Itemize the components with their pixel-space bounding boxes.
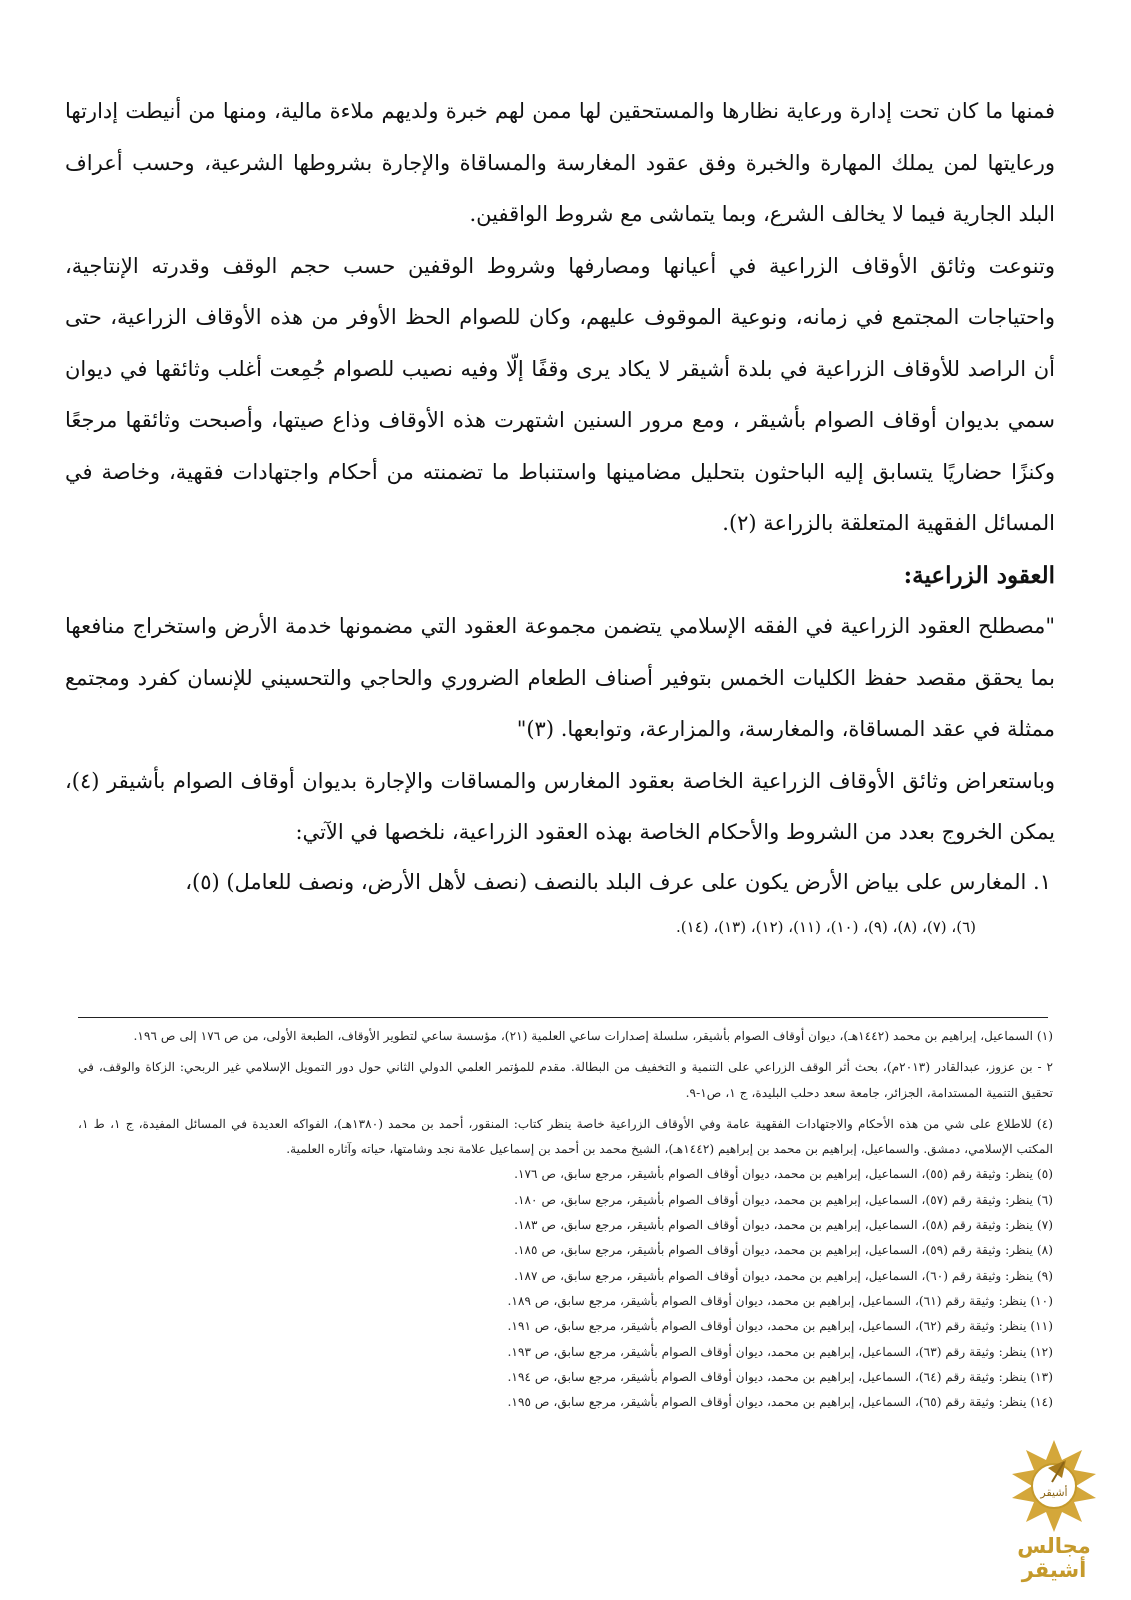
footnote: (٧) ينظر: وثيقة رقم (٥٨)، السماعيل، إبراهيم بن محمد، ديوان أوقاف الصوام بأشيقر، مرجع سابق، ص ١٨٣. (514, 1218, 1053, 1233)
footnote: (١٢) ينظر: وثيقة رقم (٦٣)، السماعيل، إبراهيم بن محمد، ديوان أوقاف الصوام بأشيقر، مرجع سابق، ص ١٩٣. (507, 1344, 1053, 1359)
list-item: ١. المغارس على بياض الأرض يكون على عرف البلد بالنصف (نصف لأهل الأرض، ونصف للعامل) (٥)، (185, 870, 1051, 894)
footnote: (١١) ينظر: وثيقة رقم (٦٢)، السماعيل، إبراهيم بن محمد، ديوان أوقاف الصوام بأشيقر، مرجع سابق، ص ١٩١. (507, 1319, 1053, 1334)
list-item-references: (٦)، (٧)، (٨)، (٩)، (١٠)، (١١)، (١٢)، (١٣)، (١٤). (676, 918, 976, 936)
numbered-list (91, 858, 1051, 906)
footnote: (١٤) ينظر: وثيقة رقم (٦٥)، السماعيل، إبراهيم بن محمد، ديوان أوقاف الصوام بأشيقر، مرجع سابق، ص ١٩٥. (507, 1395, 1053, 1410)
footnote: ٢ - بن عزوز، عبدالقادر (٢٠١٣م)، بحث أثر الوقف الزراعي على التنمية و التخفيف من البطالة. مقدم للمؤتمر العلمي الدولي الثاني حول دور التمويل الإسلامي غير الربحي: الزكاة والوقف، في تحقيق التنمية المستدامة، الجزائر، جامعة سعد دحلب البليدة، ج ١، ص١-٩. (78, 1060, 1053, 1100)
paragraph: وباستعراض وثائق الأوقاف الزراعية الخاصة بعقود المغارس والمساقات والإجارة بديوان أوقاف الصوام بأشيقر (٤)، يمكن الخروج بعدد من الشروط والأحكام الخاصة بهذه العقود الزراعية، نلخصها في الآتي: (65, 768, 1055, 844)
body-text (65, 86, 1055, 859)
footnote: (٥) ينظر: وثيقة رقم (٥٥)، السماعيل، إبراهيم بن محمد، ديوان أوقاف الصوام بأشيقر، مرجع سابق، ص ١٧٦. (514, 1167, 1053, 1182)
footnote: (٩) ينظر: وثيقة رقم (٦٠)، السماعيل، إبراهيم بن محمد، ديوان أوقاف الصوام بأشيقر، مرجع سابق، ص ١٨٧. (514, 1268, 1053, 1283)
footnote: (١٠) ينظر: وثيقة رقم (٦١)، السماعيل، إبراهيم بن محمد، ديوان أوقاف الصوام بأشيقر، مرجع سابق، ص ١٨٩. (507, 1293, 1053, 1308)
footnote: (٦) ينظر: وثيقة رقم (٥٧)، السماعيل، إبراهيم بن محمد، ديوان أوقاف الصوام بأشيقر، مرجع سابق، ص ١٨٠. (514, 1192, 1053, 1207)
quote-paragraph: "مصطلح العقود الزراعية في الفقه الإسلامي يتضمن مجموعة العقود التي مضمونها خدمة الأرض واستخراج منافعها بما يحقق مقصد حفظ الكليات الخمس بتوفير أصناف الطعام الضروري والحاجي والتحسيني للإنسان كفرد ومجتمع ممثلة في عقد المساقاة، والمغارسة، والمزارعة، وتوابعها. (٣)" (65, 614, 1055, 741)
star-pen-emblem-icon (1008, 1438, 1100, 1534)
logo (1008, 1438, 1100, 1582)
footnote: (١٣) ينظر: وثيقة رقم (٦٤)، السماعيل، إبراهيم بن محمد، ديوان أوقاف الصوام بأشيقر، مرجع سابق، ص ١٩٤. (507, 1369, 1053, 1384)
footnote: (٤) للاطلاع على شي من هذه الأحكام والاجتهادات الفقهية عامة وفي الأوقاف الزراعية خاصة ينظر كتاب: المنقور، أحمد بن محمد (١٣٨٠هـ)، الفواكه العديدة في المسائل المفيدة، ج ١، ط ١، المكتب الإسلامي، دمشق. والسماعيل، إبراهيم بن محمد بن إبراهيم (١٤٤٢هـ)، الشيخ محمد بن أحمد بن إسماعيل علامة نجد وشامتها، حياته وآثاره العلمية. (78, 1116, 1053, 1157)
section-heading: العقود الزراعية: (903, 561, 1055, 589)
footnote-separator (78, 1017, 1048, 1018)
logo-emblem-text: أشيقر (1040, 1486, 1068, 1499)
paragraph: وتنوعت وثائق الأوقاف الزراعية في أعيانها ومصارفها وشروط الوقفين حسب حجم الوقف وقدرته الإنتاجية، واحتياجات المجتمع في زمانه، ونوعية الموقوف عليهم، وكان للصوام الحظ الأوفر من هذه الأوقاف الزراعية، حتى أن الراصد للأوقاف الزراعية في بلدة أشيقر لا يكاد يرى وقفًا إلّا وفيه نصيب للصوام جُمِعت أغلب وثائقها في ديوان سمي بديوان أوقاف الصوام بأشيقر ، ومع مرور السنين اشتهرت هذه الأوقاف وذاع صيتها، وأصبحت وثائقها مرجعًا وكنزًا حضاريًا يتسابق إليه الباحثون بتحليل مضامينها واستنباط ما تضمنته من أحكام واجتهادات فقهية، وخاصة في المسائل الفقهية المتعلقة بالزراعة (٢). (65, 253, 1055, 535)
footnote: (١) السماعيل، إبراهيم بن محمد (١٤٤٢هـ)، ديوان أوقاف الصوام بأشيقر، سلسلة إصدارات ساعي العلمية (٢١)، مؤسسة ساعي لتطوير الأوقاف، الطبعة الأولى، من ص ١٧٦ إلى ص ١٩٦. (133, 1029, 1053, 1043)
footnotes (78, 1024, 1053, 1415)
logo-name: مجالس أشيقر (1017, 1534, 1091, 1582)
paragraph: فمنها ما كان تحت إدارة ورعاية نظارها والمستحقين لها ممن لهم خبرة ولديهم ملاءة مالية، ومنها من أنيطت إدارتها ورعايتها لمن يملك المهارة والخبرة وفق عقود المغارسة والمساقاة والإجارة بشروطها الشرعية، وحسب أعراف البلد الجارية فيما لا يخالف الشرع، وبما يتماشى مع شروط الواقفين. (65, 99, 1055, 226)
footnote: (٨) ينظر: وثيقة رقم (٥٩)، السماعيل، إبراهيم بن محمد، ديوان أوقاف الصوام بأشيقر، مرجع سابق، ص ١٨٥. (514, 1243, 1053, 1258)
